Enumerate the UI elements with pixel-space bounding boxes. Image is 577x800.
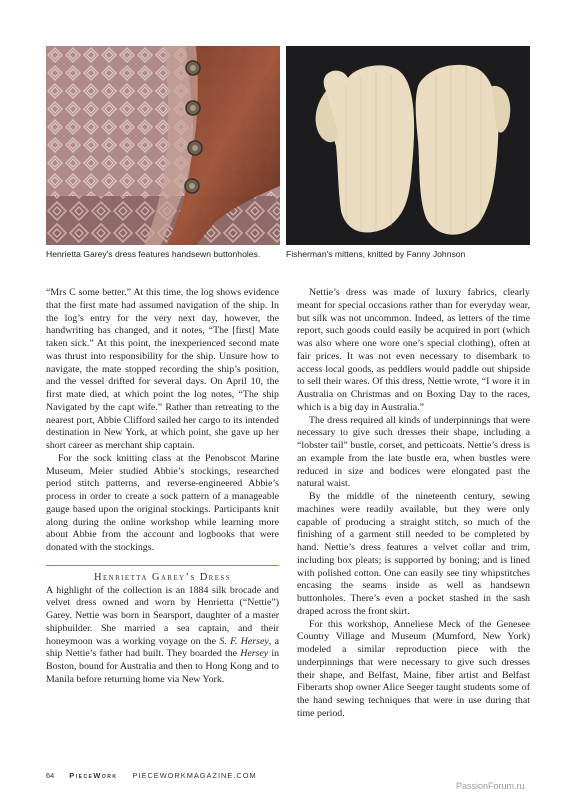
ship-name: S. F. Hersey — [219, 635, 269, 647]
left-text-column — [46, 287, 279, 687]
left-paragraph-1: “Mrs C some better.” At this time, the log shows evidence that the first mate had assumed navigation of the ship. In the log’s entry for the very next day, however, the handwriting has changed, and it notes, “The [first] Mate taken sick.” At this point, the inexperienced second mate was thrust into responsibility for the ship. Unsure how to navigate, the mate stopped recording the ship’s position, and the vessel drifted for several days. On April 10, the first mate died, at which point the log notes, “The ship Navigated by the capt wife.” Rather than retreating to the nearest port, Abbie Clifford sailed her cargo to its intended destination in New York, at which point, she gave up her short career as merchant ship captain. — [46, 287, 279, 451]
watermark: PassionForum.ru — [456, 781, 525, 791]
left-paragraph-2: For the sock knitting class at the Penobscot Marine Museum, Meier studied Abbie’s stockings, researched period stitch patterns, and reverse-engineered Abbie’s process in order to create a sock pattern of a manageable gauge based upon the original stockings. Participants knit along during the online workshop while learning more about Abbie from the account and logbooks that were donated with the stockings. — [46, 452, 279, 553]
mittens-photo — [286, 46, 530, 245]
right-paragraph-4: For this workshop, Anneliese Meck of the Genesee Country Village and Museum (Mumford, New York) modeled a similar reproduction piece with the underpinnings that were necessary to give such dresses their shape, and Belfast, Maine, fiber artist and Belfast Fiberarts shop owner Alice Seeger taught students some of the hand sewing techniques that were in use during that time period. — [297, 618, 530, 719]
magazine-website: PIECEWORKMAGAZINE.COM — [132, 771, 257, 780]
dress-photo — [46, 46, 280, 245]
page-footer — [46, 771, 269, 780]
magazine-name: PieceWork — [69, 771, 118, 780]
mittens-illustration — [286, 46, 530, 245]
right-paragraph-2: The dress required all kinds of underpinnings that were necessary to give such dresses their shape, including a “lobster tail” bustle, corset, and petticoats. Nettie’s dress is an example from the late bustle era, when bustles were reduced in size and bodices were elongated past the natural waist. — [297, 414, 530, 490]
left-paragraph-3: A highlight of the collection is an 1884 silk brocade and velvet dress owned and worn by Henrietta (“Nettie”) Garey. Nettie was born in Searsport, daughter of a master shipbuilder. She married a sea captain, and their honeymoon was a working voyage on the S. F. Hersey, a ship Nettie’s father had built. They boarded the Hersey in Boston, bound for Australia and then to Hong Kong and to Manila before returning home via New York. — [46, 584, 280, 685]
right-paragraph-1: Nettie’s dress was made of luxury fabrics, clearly meant for special occasions rather than for everyday wear, but silk was not uncommon. Indeed, as letters of the time report, such goods could easily be acquired in port (which was also where one wore one’s special clothing), often at fair prices. It was not even necessary to disembark to access local goods, as peddlers would paddle out shipside to sell their wares. Of this dress, Nettie wrote, “I wore it in Australia on Christmas and on Boxing Day to the races, which is a big day in Australia.” — [297, 287, 530, 413]
dress-illustration — [46, 46, 280, 245]
right-text-column — [297, 287, 530, 721]
ship-name-short: Hersey — [240, 648, 269, 660]
page-number: 64 — [46, 771, 55, 780]
right-photo-caption: Fisherman's mittens, knitted by Fanny Johnson — [286, 249, 466, 259]
right-paragraph-3: By the middle of the nineteenth century, sewing machines were readily available, but they were only capable of producing a straight stitch, so much of the finishing of a garment still needed to be completed by hand. Nettie’s dress features a velvet collar and trim, including box pleats; is supported by boning; and is lined with polished cotton. One can easily see tiny whipstitches encasing the seams inside as well as handsewn buttonholes. There’s even a pocket stashed in the sash draped across the front skirt. — [297, 491, 530, 617]
left-photo-caption: Henrietta Garey's dress features handsewn buttonholes. — [46, 249, 261, 259]
section-title: Henrietta Garey’s Dress — [46, 565, 279, 585]
